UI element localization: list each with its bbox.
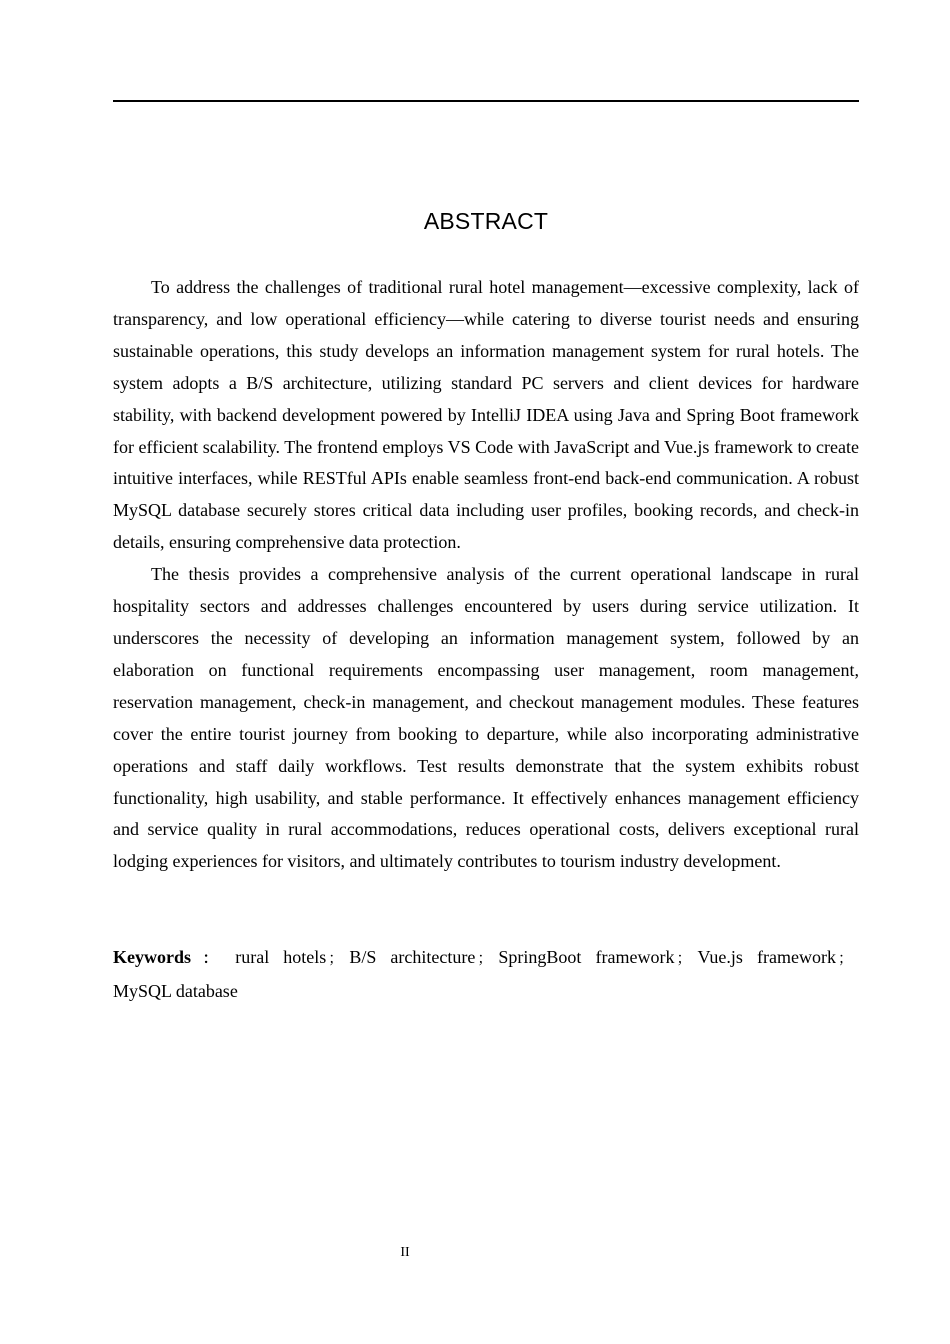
abstract-paragraph-1: To address the challenges of traditional rural hotel management—excessive complexity, lack of transparency, and low operational efficiency—while catering to diverse tourist needs and ensuring sustainable operations, this study develops an information management system for rural hotels. The system adopts a B/S architecture, utilizing standard PC servers and client devices for hardware stability, with backend development powered by IntelliJ IDEA using Java and Spring Boot framework for efficient scalability. The frontend employs VS Code with JavaScript and Vue.js framework to create intuitive interfaces, while RESTful APIs enable seamless front-end back-end communication. A robust MySQL database securely stores critical data including user profiles, booking records, and check-in details, ensuring comprehensive data protection. <box>113 277 859 553</box>
abstract-title: ABSTRACT <box>423 208 549 234</box>
keyword-separator: ； <box>676 951 692 967</box>
keyword-separator: ； <box>477 951 493 967</box>
keyword-item: MySQL database <box>113 980 238 1001</box>
abstract-paragraph-2: The thesis provides a comprehensive analysis of the current operational landscape in rural hospitality sectors and addresses challenges encountered by users during service utilization. It underscores the necessity of developing an information management system, followed by an elaboration on functional requirements encompassing user management, room management, reservation management, check-in management, and checkout management modules. These features cover the entire tourist journey from booking to departure, while also incorporating administrative operations and staff daily workflows. Test results demonstrate that the system exhibits robust functionality, high usability, and stable performance. It effectively enhances management efficiency and service quality in rural accommodations, reduces operational costs, delivers exceptional rural lodging experiences for visitors, and ultimately contributes to tourism industry development. <box>113 564 859 872</box>
abstract-body <box>113 272 859 878</box>
keywords-label-separator: ： <box>193 951 228 967</box>
header-rule <box>113 100 859 102</box>
keywords-section <box>113 942 859 1008</box>
keyword-separator: ； <box>837 951 853 967</box>
keyword-item: B/S architecture <box>349 947 476 967</box>
keyword-item: Vue.js framework <box>697 947 836 967</box>
page-number: II <box>400 1245 410 1260</box>
keyword-separator: ； <box>328 951 344 967</box>
keyword-item: rural hotels <box>235 947 327 967</box>
keyword-item: SpringBoot framework <box>498 947 675 967</box>
keywords-label: Keywords <box>113 947 191 967</box>
